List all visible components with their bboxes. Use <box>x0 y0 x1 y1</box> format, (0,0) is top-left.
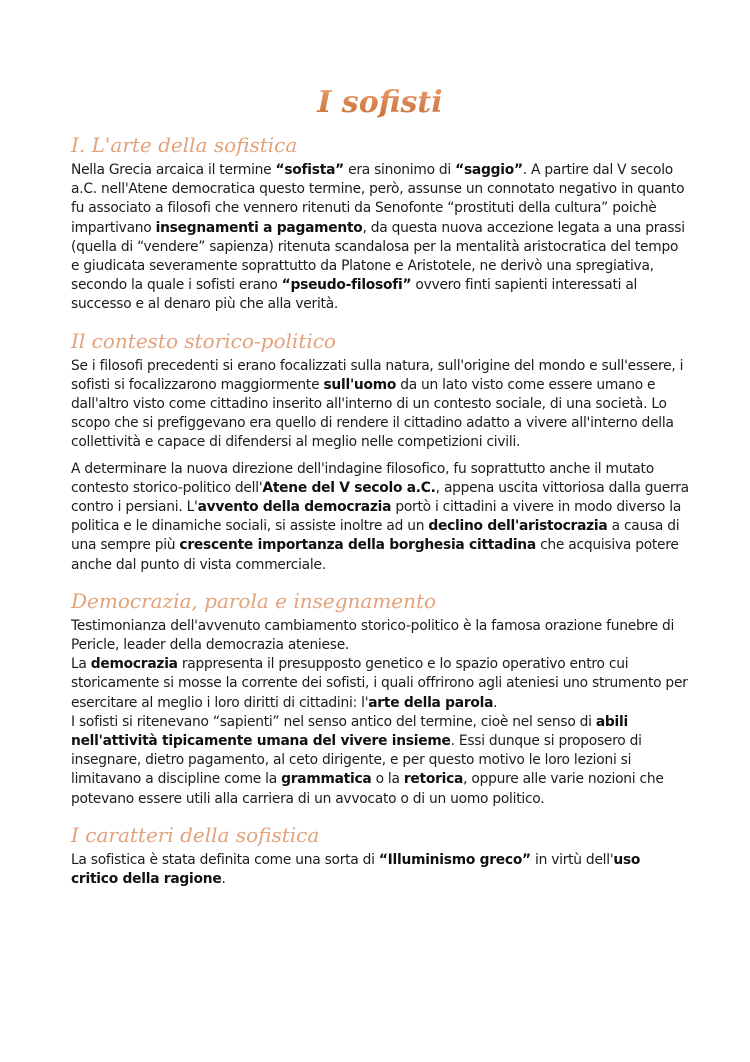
text-run: . Essi dunque si proposero di insegnare, dietro pagamento, al ceto dirigente, e per questo motivo le loro lezioni si limitavano a discipline come la <box>71 733 642 788</box>
bold-text: insegnamenti a pagamento <box>155 219 363 236</box>
bold-text: democrazia <box>90 656 178 673</box>
bold-text: “saggio” <box>455 162 523 178</box>
text-run: . A partire dal V secolo a.C. nell'Atene democratica questo termine, però, assunse un connotato negativo in quanto fu associato a filosofi che vennero ritenuti da Senofonte “prostituti della cultura” poichè impartivano <box>71 162 685 236</box>
bold-text: abili nell'attività tipicamente umana del vivere insieme <box>71 713 628 750</box>
text-run: Nella Grecia arcaica il termine <box>71 162 276 178</box>
paragraph <box>71 161 689 315</box>
paragraph <box>71 851 689 889</box>
text-run: Se i filosofi precedenti si erano focalizzati sulla natura, sull'origine del mondo e sull'essere, i sofisti si focalizzarono maggiormente <box>71 357 684 393</box>
bold-text: declino dell'aristocrazia <box>428 518 608 535</box>
section-democrazia-parola <box>71 588 689 809</box>
text-run: Testimonianza dell'avvenuto cambiamento storico-politico è la famosa orazione funebre di Pericle, leader della democrazia ateniese. <box>71 617 675 654</box>
text-run: La <box>71 656 91 673</box>
text-run: ovvero finti sapienti interessati al successo e al denaro più che alla verità. <box>71 277 638 313</box>
text-run: o la <box>371 771 404 788</box>
section-heading: I. L'arte della sofistica <box>71 133 298 157</box>
page-title: I sofisti <box>71 84 689 122</box>
text-run: da un lato visto come essere umano e dall'altro visto come cittadino inserito all'interno di un contesto sociale, di una società. Lo scopo che si prefiggevano era quello di rendere il cittadino adatto a vivere all'interno della collettività e capace di difendersi al meglio nelle competizioni civili. <box>71 376 674 451</box>
bold-text: avvento della democrazia <box>197 499 392 516</box>
text-run: . <box>221 871 226 888</box>
section-contesto-storico <box>71 328 689 575</box>
paragraph <box>71 357 689 453</box>
text-run: . <box>493 694 498 711</box>
bold-text: uso critico della ragione <box>71 851 641 888</box>
bold-text: “sofista” <box>275 162 344 178</box>
text-run: , da questa nuova accezione legata a una prassi (quella di “vendere” sapienza) ritenuta scandalosa per la mentalità aristocratica del tempo e giudicata severamente soprattutto da Platone e Aristotele, ne derivò una spregiativa, secondo la quale i sofisti erano <box>71 219 685 294</box>
bold-text: Atene del V secolo a.C. <box>262 479 436 496</box>
bold-text: retorica <box>403 771 464 788</box>
bold-text: sull'uomo <box>323 376 397 393</box>
text-run: a causa di una sempre più <box>71 518 680 554</box>
text-run: che acquisiva potere anche dal punto di vista commerciale. <box>71 537 679 573</box>
bold-text: “pseudo-filosofi” <box>281 277 412 294</box>
text-run: La sofistica è stata definita come una sorta di <box>71 851 379 868</box>
text-run: in virtù dell' <box>530 851 614 868</box>
text-run: , oppure alle varie nozioni che potevano essere utili alla carriera di un avvocato o di un uomo politico. <box>71 771 664 807</box>
bold-text: “Illuminismo greco” <box>378 851 531 868</box>
paragraph <box>71 460 689 575</box>
text-run: portò i cittadini a vivere in modo diverso la politica e le dinamiche sociali, si assiste inoltre ad un <box>71 499 682 535</box>
section-heading: Democrazia, parola e insegnamento <box>71 588 437 613</box>
section-heading: Il contesto storico-politico <box>71 328 336 353</box>
section-heading: I caratteri della sofistica <box>71 822 320 847</box>
text-run: A determinare la nuova direzione dell'indagine filosofico, fu soprattutto anche il mutato contesto storico-politico dell' <box>71 460 654 496</box>
bold-text: grammatica <box>281 771 372 788</box>
text-run: rappresenta il presupposto genetico e lo spazio operativo entro cui storicamente si mosse la corrente dei sofisti, i quali offrirono agli ateniesi uno strumento per esercitare al meglio i loro diritti di cittadini: l' <box>71 656 688 711</box>
document-page <box>71 84 689 889</box>
section-arte-sofistica <box>71 132 689 315</box>
text-run: era sinonimo di <box>343 162 456 178</box>
paragraph <box>71 617 689 809</box>
bold-text: arte della parola <box>368 694 494 711</box>
text-run: I sofisti si ritenevano “sapienti” nel senso antico del termine, cioè nel senso di <box>71 713 596 730</box>
text-run: , appena uscita vittoriosa dalla guerra contro i persiani. L' <box>71 479 689 516</box>
section-caratteri-sofistica <box>71 822 689 889</box>
bold-text: crescente importanza della borghesia cittadina <box>179 537 536 554</box>
